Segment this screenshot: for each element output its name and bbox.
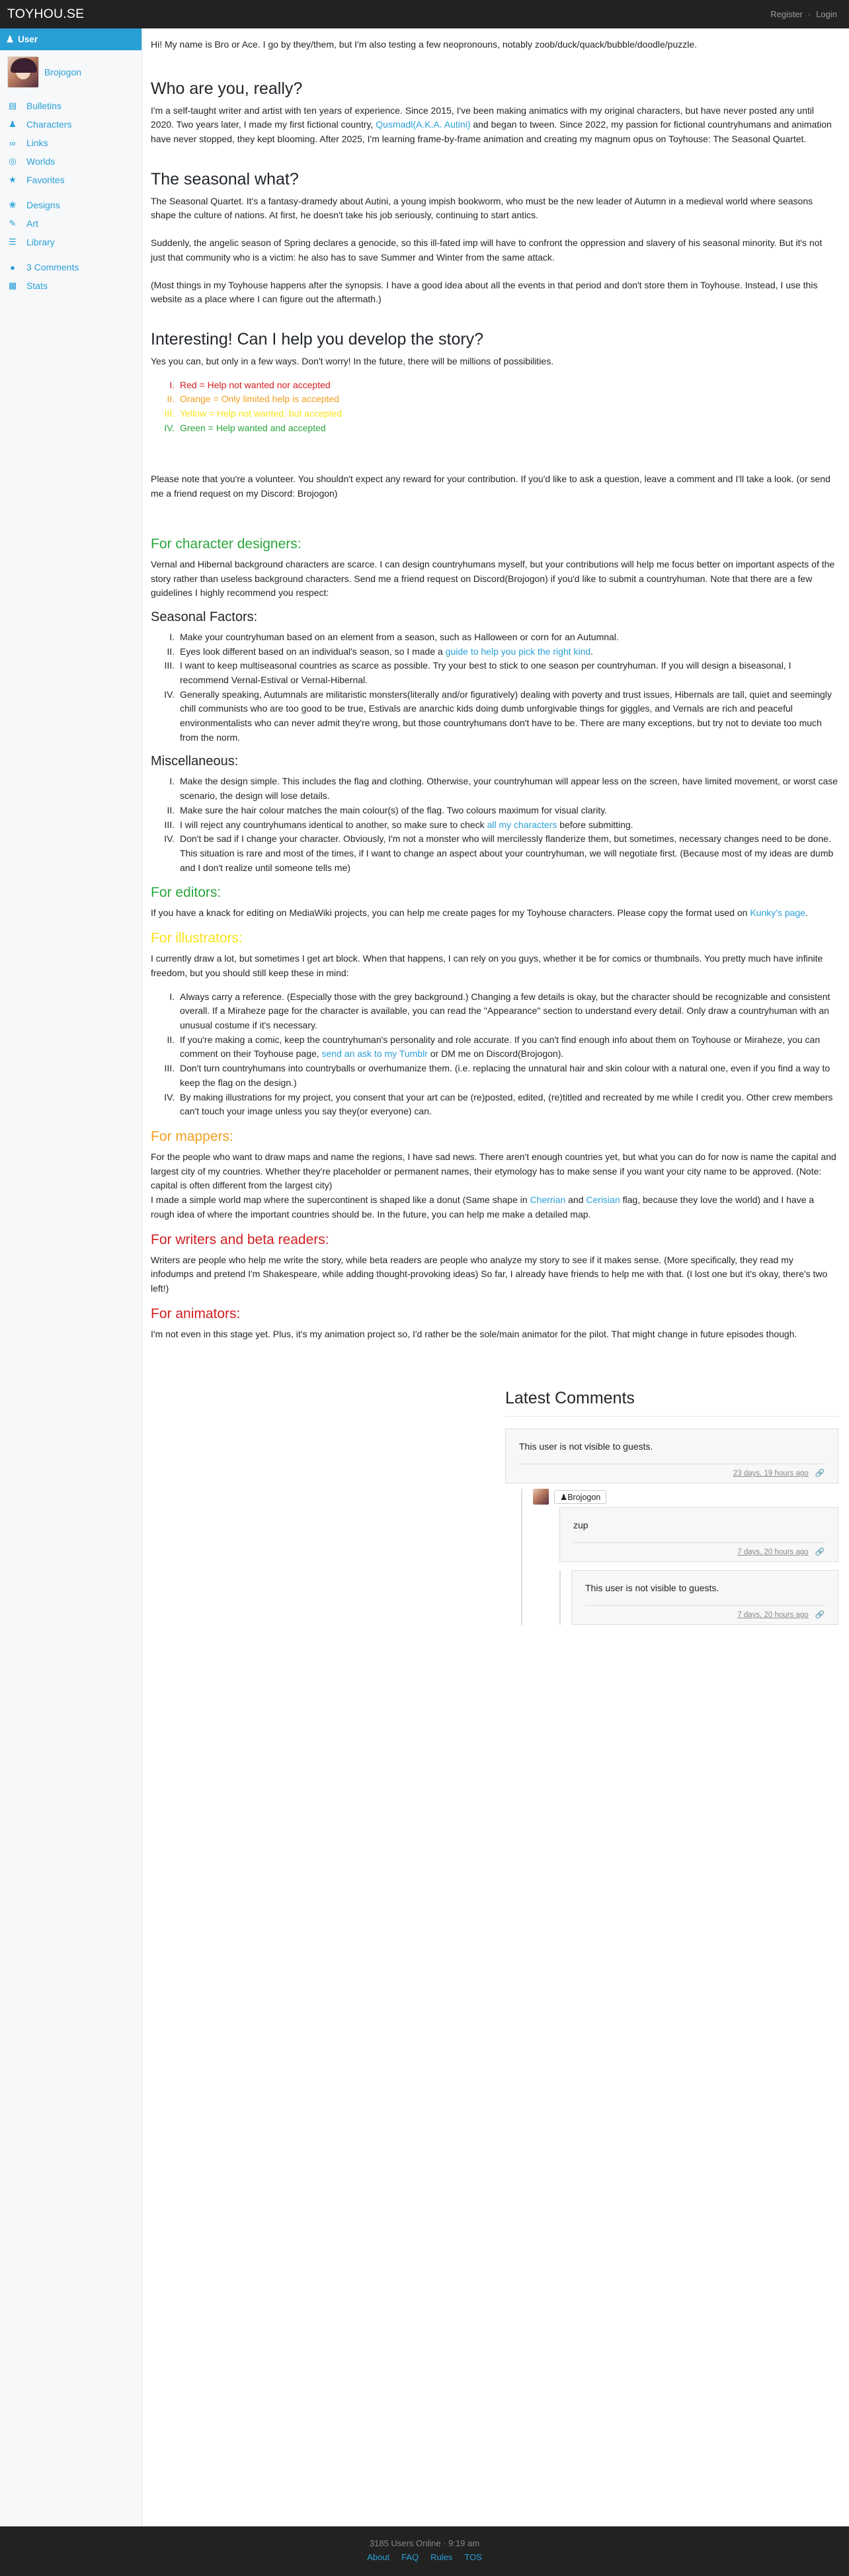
comment-meta [585, 1605, 825, 1619]
animators-paragraph: I'm not even in this stage yet. Plus, it's my animation project so, I'd rather be the sole/main animator for the pilot. That might change in future episodes though. [151, 1328, 797, 1339]
comment-text: This user is not visible to guests. [585, 1583, 719, 1593]
link-icon: ∞ [9, 138, 16, 148]
section-title-mappers: For mappers: [151, 1128, 233, 1144]
section-title-designers: For character designers: [151, 536, 302, 552]
list-item-text: before submitting. [557, 819, 633, 830]
seasonal-p1: The Seasonal Quartet. It's a fantasy-dramedy about Autini, a young impish bookworm, who must be the new leader of Autumn in a medieval world where seasons shape the culture of nations. At first, he doesn't take his job seriously, continuing to start antics. [151, 195, 813, 221]
comment-meta [519, 1464, 825, 1477]
author-tag[interactable] [554, 1490, 606, 1504]
list-item: II. Make sure the hair colour matches the main colour(s) of the flag. Two colours maximum for visual clarity. [177, 804, 838, 818]
globe-icon: ◎ [9, 156, 17, 166]
designers-p1: Vernal and Hibernal background characters are scarce. I can design countryhumans myself, but your contributions will help me focus better on important aspects of the story rather than useless background characters. Send me a friend request on Discord(Brojogon) if you'd like to submit a countryhuman. Note that there are a few guidelines I highly recommend you respect: [151, 558, 835, 599]
mappers-text: flag, because they love the world) and I have a rough idea of where the important countries should be. In the future, you can help me make a detailed map. [151, 1194, 815, 1220]
list-item [177, 645, 838, 659]
who-text-after: and began to tween. Since 2022, my passion for fictional countryhumans and animation have never stopped, they kept blooming. After 2025, I'm learning frame-by-frame animation and creating my magnum opus on Toyhouse: The Seasonal Quartet. [151, 119, 832, 145]
editors-paragraph [151, 906, 838, 921]
section-title-animators: For animators: [151, 1306, 241, 1321]
sidebar-nav [0, 94, 142, 295]
permalink-icon[interactable]: 🔗 [815, 1611, 825, 1619]
list-item: I. Make your countryhuman based on an element from a season, such as Halloween or corn for an Autumnal. [177, 630, 838, 645]
sidebar-item-label: Characters [26, 119, 72, 130]
comment-text: This user is not visible to guests. [519, 1441, 653, 1452]
sidebar-item-label: Library [26, 237, 55, 247]
sidebar-item-label: 3 Comments [26, 262, 79, 272]
mappers-p1: For the people who want to draw maps and name the regions, I have sad news. There aren't enough countries yet, but what you can do for now is name the capital and largest city of my countries. Whether they're placeholder or permanent names, their etymology has to make sense if you want your city name to be approved. (Note: capital is often different from the largest city) [151, 1151, 836, 1191]
online-status: 3185 Users Online · 9:19 am [369, 2538, 480, 2548]
editors-text: If you have a knack for editing on MediaWiki projects, you can help me create pages for my Toyhouse characters. Please copy the format used on [151, 907, 750, 919]
comments-title: Latest Comments [505, 1389, 838, 1417]
list-item-text: If you're making a comic, keep the countryhuman's personality and role accurate. If you can't find enough info about them on Toyhouse or Miraheze, you can comment on their Toyhouse page, [180, 1034, 821, 1059]
mappers-text: and [565, 1194, 586, 1206]
comment-text: zup [573, 1520, 588, 1530]
sidebar-header-label: User [18, 34, 38, 44]
list-item: I. Make the design simple. This includes the flag and clothing. Otherwise, your countryhuman will appear less on the screen, have limited movement, or worst case scenario, the design will lose details. [177, 774, 838, 803]
intro-text: Hi! My name is Bro or Ace. I go by they/them, but I'm also testing a few neopronouns, notably zoob/duck/quack/bubble/doodle/puzzle. [151, 39, 698, 50]
sidebar-divider [0, 189, 142, 196]
sidebar-item-label: Bulletins [26, 101, 61, 111]
list-item: IV. By making illustrations for my project, you consent that your art can be (re)posted, edited, (re)titled and recreated by me while I credit you. Other crew members can't touch your image unless you say they(or everyone) can. [177, 1091, 838, 1119]
sidebar-item-comments[interactable] [0, 258, 142, 276]
brush-icon: ✎ [9, 218, 17, 228]
sidebar-item-label: Worlds [26, 156, 56, 167]
cherrian-link[interactable]: Cherrian [530, 1194, 566, 1206]
who-text: I'm a self-taught writer and artist with ten years of experience. Since 2015, I've been making animatics with my original characters, but have never posted any until 2020. Two years later, I made my first fictional country, [151, 104, 814, 130]
latest-comments [505, 1389, 838, 1625]
list-item-text: I will reject any countryhumans identical to another, so make sure to check [180, 819, 487, 830]
eye-guide-link[interactable]: guide to help you pick the right kind [445, 645, 591, 657]
sidebar-item-worlds[interactable] [0, 152, 142, 171]
seasonal-p2: Suddenly, the angelic season of Spring declares a genocide, so this ill-fated imp will have to confront the oppression and slavery of his seasonal minority. But it's not just that community who is a victim: he also has to save Summer and Winter from the same attack. [151, 237, 823, 263]
sidebar-divider [0, 251, 142, 258]
writers-paragraph: Writers are people who help me write the story, while beta readers are people who analyze my story to see if it makes sense. (More specifically, they read my infodumps and pretend I'm Shakespeare, while adding thought-provoking ideas) So far, I already have friends to help me with that. (I lost one but it's okay, there's two left!) [151, 1254, 828, 1294]
avatar[interactable] [7, 56, 39, 88]
legend-green: IV. Green = Help wanted and accepted [177, 421, 838, 436]
comment-meta [573, 1542, 825, 1556]
tumblr-ask-link[interactable]: send an ask to my Tumblr [321, 1048, 428, 1059]
list-item [177, 1033, 838, 1061]
list-item-text: . [590, 645, 594, 657]
subsection-seasonal-factors: Seasonal Factors: [151, 609, 258, 624]
permalink-icon[interactable]: 🔗 [815, 1470, 825, 1477]
comment-date[interactable]: 7 days, 20 hours ago [737, 1611, 809, 1619]
legend-red: I. Red = Help not wanted nor accepted [177, 378, 838, 393]
comment-card [559, 1507, 838, 1562]
help-p1: Yes you can, but only in a few ways. Don't worry! In the future, there will be millions of possibilities. [151, 355, 554, 366]
sidebar-item-label: Links [26, 138, 48, 148]
sidebar [0, 28, 142, 2526]
list-item: IV. Don't be sad if I change your character. Obviously, I'm not a monster who will mercilessly flanderize them, but sometimes, necessary changes need to be done. This situation is rare and most of the times, if I want to change an aspect about your countryhuman, we will negotiate first. (Because most of my ideas are dumb and I don't realize until someone tells me) [177, 832, 838, 875]
kunky-page-link[interactable]: Kunky's page [750, 907, 805, 919]
sidebar-item-label: Stats [26, 280, 48, 291]
sidebar-item-art[interactable] [0, 214, 142, 233]
sidebar-item-bulletins[interactable] [0, 97, 142, 115]
section-title-help: Interesting! Can I help you develop the story? [151, 329, 484, 349]
comment-card [505, 1429, 838, 1483]
footer-link-about[interactable]: About [367, 2552, 390, 2562]
sidebar-item-favorites[interactable] [0, 171, 142, 189]
list-item: IV. Generally speaking, Autumnals are militaristic monsters(literally and/or figuratively) dealing with poverty and trust issues, Hibernals are tall, quiet and seemingly chill communists who are too good to be true, Estivals are anarchic kids doing dumb unforgivable things for giggles, and Vernals are rich and peaceful environmentalists who can never admit they're wrong, but those countryhumans don't have to be. There are many exceptions, but try not to deviate too much from the norm. [177, 688, 838, 745]
volunteer-note: Please note that you're a volunteer. You shouldn't expect any reward for your contribution. If you'd like to ask a question, leave a comment and I'll take a look. (or send me a friend request on my Discord: Brojogon) [151, 474, 830, 499]
who-paragraph [151, 104, 838, 147]
sidebar-item-characters[interactable] [0, 115, 142, 134]
legend-yellow: III. Yellow = Help not wanted, but accepted [177, 407, 838, 421]
sidebar-item-links[interactable] [0, 134, 142, 152]
author-name: Brojogon [567, 1492, 601, 1502]
sidebar-item-label: Art [26, 218, 38, 229]
comment-icon: ● [10, 262, 15, 272]
comment-author [533, 1489, 838, 1505]
cerisian-link[interactable]: Cerisian [586, 1194, 620, 1206]
username-link[interactable]: Brojogon [44, 67, 82, 77]
sidebar-item-label: Designs [26, 200, 60, 210]
user-icon: ♟ [560, 1492, 568, 1502]
all-characters-link[interactable]: all my characters [487, 819, 557, 830]
illustrators-p1: I currently draw a lot, but sometimes I get art block. When that happens, I can rely on you guys, whether it be for comics or thumbnails. You pretty much have infinite freedom, but you should still keep these in mind: [151, 953, 823, 978]
profile-content [151, 28, 838, 1351]
section-title-editors: For editors: [151, 885, 222, 901]
star-icon: ★ [9, 175, 17, 185]
illustrators-list [151, 990, 838, 1119]
palette-icon: ❀ [9, 200, 17, 210]
seasonal-factors-list [151, 630, 838, 745]
site-logo[interactable]: TOYHOU.SE [7, 7, 85, 21]
list-item: III. Don't turn countryhumans into countryballs or overhumanize them. (i.e. replacing the unnatural hair and skin colour with a natural one, even if you find a way to keep the flag on the design.) [177, 1061, 838, 1090]
seasonal-p3: (Most things in my Toyhouse happens after the synopsis. I have a good idea about all the events in that period and don't store them in Toyhouse. Instead, I use this website as a place where I can figure out the aftermath.) [151, 279, 818, 305]
stats-icon: ▩ [8, 280, 17, 290]
user-icon: ♟ [6, 34, 15, 44]
qusmadl-link[interactable]: Qusmadl(A.K.A. Autini) [376, 119, 471, 130]
login-link[interactable]: Login [816, 9, 837, 19]
book-icon: ☰ [9, 237, 17, 247]
section-title-who: Who are you, really? [151, 79, 303, 98]
subsection-miscellaneous: Miscellaneous: [151, 754, 239, 769]
sidebar-item-stats[interactable] [0, 276, 142, 295]
separator: · [807, 9, 811, 19]
comment-date[interactable]: 7 days, 20 hours ago [737, 1548, 809, 1556]
comment-date[interactable]: 23 days, 19 hours ago [733, 1470, 809, 1477]
footer [0, 2526, 849, 2576]
legend-orange: II. Orange = Only limited help is accepted [177, 392, 838, 407]
section-title-writers: For writers and beta readers: [151, 1231, 329, 1247]
mappers-text: I made a simple world map where the supercontinent is shaped like a donut (Same shape in [151, 1194, 530, 1206]
permalink-icon[interactable]: 🔗 [815, 1548, 825, 1556]
footer-links [0, 2551, 849, 2565]
footer-link-tos[interactable]: TOS [464, 2552, 482, 2562]
footer-link-rules[interactable]: Rules [430, 2552, 453, 2562]
sidebar-user[interactable] [0, 50, 142, 94]
list-item: III. I want to keep multiseasonal countries as scarce as possible. Try your best to stick to one season per countryhuman. If you will design a biseasonal, I recommend Vernal-Estival or Vernal-Hibernal. [177, 659, 838, 687]
list-item: I. Always carry a reference. (Especially those with the grey background.) Changing a few details is okay, but the character should be recognizable and consistent overall. If a Miraheze page for the character is available, you can read the "Appearance" section to understand every detail. Only draw a countryhuman with an unusual costume if it's necessary. [177, 990, 838, 1033]
sidebar-item-designs[interactable] [0, 196, 142, 214]
list-item-text: or DM me on Discord(Brojogon). [427, 1048, 564, 1059]
sidebar-item-library[interactable] [0, 233, 142, 251]
misc-list [151, 774, 838, 875]
editors-text-after: . [805, 907, 808, 919]
footer-link-faq[interactable]: FAQ [401, 2552, 419, 2562]
sidebar-item-label: Favorites [26, 175, 65, 185]
section-title-seasonal: The seasonal what? [151, 169, 299, 188]
auth-links [768, 9, 840, 19]
color-legend [151, 378, 838, 436]
section-title-illustrators: For illustrators: [151, 931, 243, 946]
register-link[interactable]: Register [770, 9, 803, 19]
top-navbar [0, 0, 849, 28]
mappers-p2 [151, 1193, 838, 1222]
comment-thread [559, 1570, 838, 1625]
comment-thread [521, 1489, 838, 1625]
bulletin-icon: ▤ [8, 101, 17, 110]
avatar[interactable] [533, 1489, 549, 1505]
comment-card [571, 1570, 838, 1625]
sidebar-header [0, 28, 142, 50]
users-icon: ♟ [9, 119, 17, 129]
list-item [177, 818, 838, 833]
list-item-text: Eyes look different based on an individual's season, so I made a [180, 645, 446, 657]
